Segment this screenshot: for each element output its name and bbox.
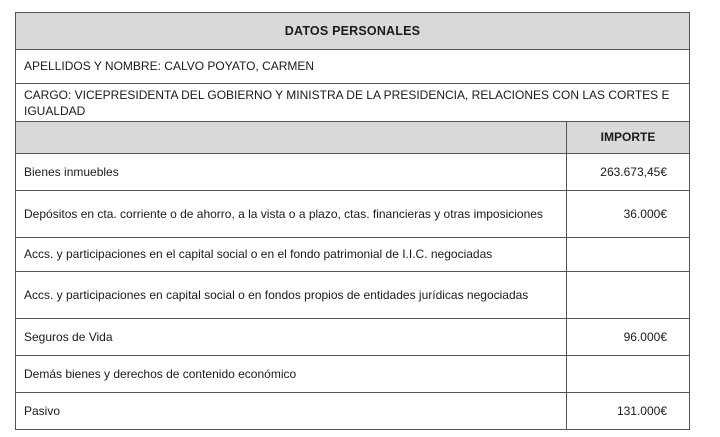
row-concept: Demás bienes y derechos de contenido económico <box>16 356 567 393</box>
column-header-row <box>16 122 690 154</box>
table-row <box>16 393 690 430</box>
row-concept: Bienes inmuebles <box>16 154 567 191</box>
cargo-cell: CARGO: VICEPRESIDENTA DEL GOBIERNO Y MINISTRA DE LA PRESIDENCIA, RELACIONES CON LAS CORTES E IGUALDAD <box>16 84 690 122</box>
row-concept: Accs. y participaciones en el capital social o en el fondo patrimonial de I.I.C. negociadas <box>16 238 567 272</box>
importe-header: IMPORTE <box>567 122 690 154</box>
table-row <box>16 154 690 191</box>
row-amount <box>567 272 690 319</box>
section-title: DATOS PERSONALES <box>16 13 690 50</box>
table-row <box>16 238 690 272</box>
asset-declaration-table <box>15 12 690 430</box>
row-concept: Pasivo <box>16 393 567 430</box>
row-concept: Seguros de Vida <box>16 319 567 356</box>
section-header-row <box>16 13 690 50</box>
apellidos-nombre-cell: APELLIDOS Y NOMBRE: CALVO POYATO, CARMEN <box>16 50 690 84</box>
table-row <box>16 319 690 356</box>
row-concept: Accs. y participaciones en capital social o en fondos propios de entidades jurídicas negociadas <box>16 272 567 319</box>
cargo-row <box>16 84 690 122</box>
row-amount <box>567 356 690 393</box>
name-row <box>16 50 690 84</box>
row-amount <box>567 238 690 272</box>
table-row <box>16 191 690 238</box>
row-amount: 96.000€ <box>567 319 690 356</box>
row-amount: 36.000€ <box>567 191 690 238</box>
concept-header-cell <box>16 122 567 154</box>
row-amount: 263.673,45€ <box>567 154 690 191</box>
table-row <box>16 356 690 393</box>
row-amount: 131.000€ <box>567 393 690 430</box>
table-row <box>16 272 690 319</box>
row-concept: Depósitos en cta. corriente o de ahorro, a la vista o a plazo, ctas. financieras y otras imposiciones <box>16 191 567 238</box>
